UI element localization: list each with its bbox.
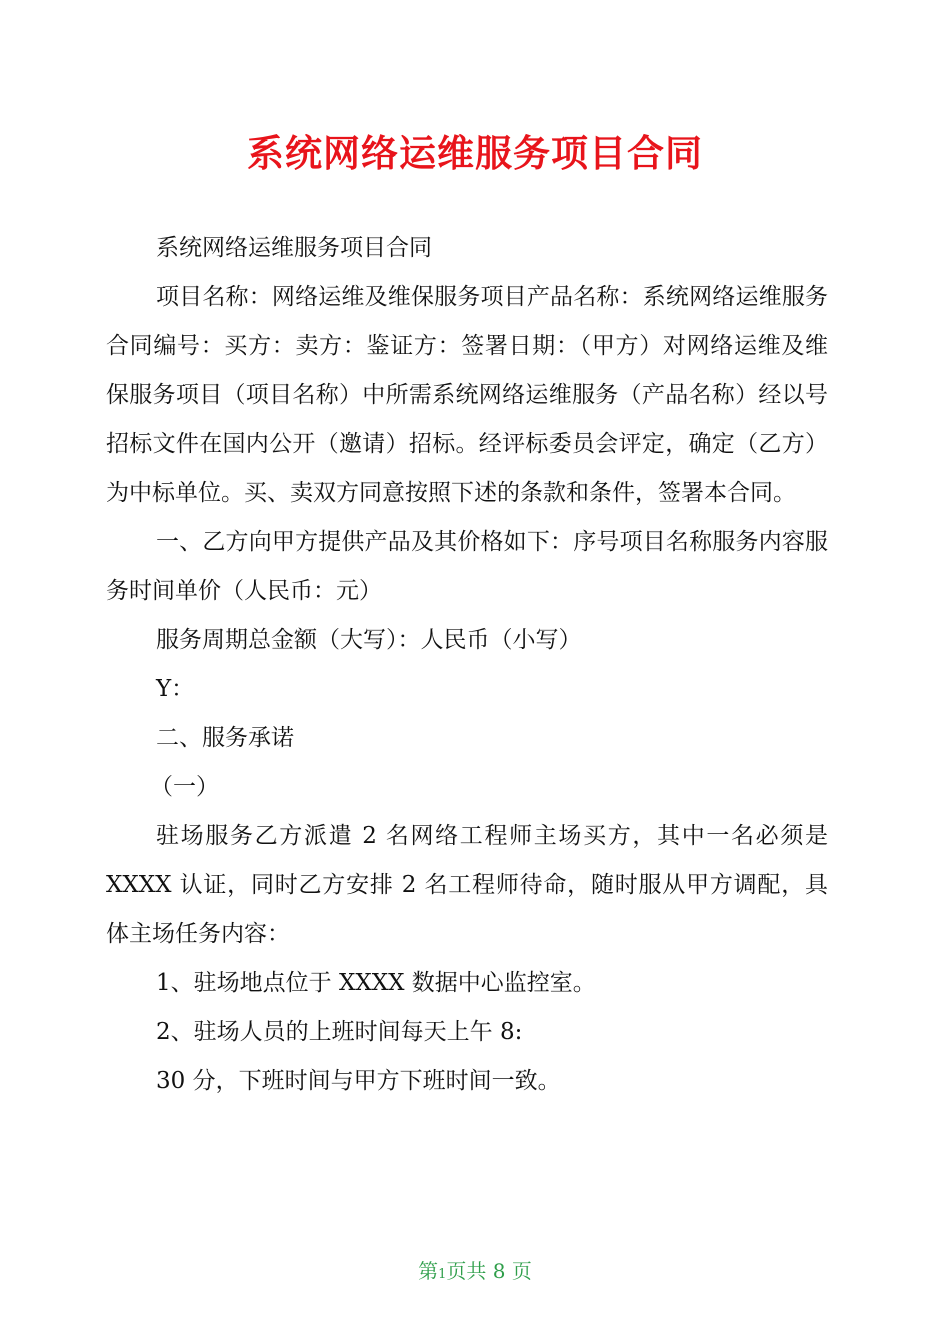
paragraph-subsection-one: （一） xyxy=(150,774,219,800)
footer-page-number: 1 xyxy=(438,1267,447,1282)
document-title: 系统网络运维服务项目合同 xyxy=(247,131,703,175)
footer-suffix: 页共 8 页 xyxy=(446,1259,532,1283)
paragraph-item-2-cont: 30 分，下班时间与甲方下班时间一致。 xyxy=(156,1068,561,1094)
paragraph-item-2: 2、驻场人员的上班时间每天上午 8: xyxy=(156,1019,523,1045)
page-footer xyxy=(0,1257,950,1289)
paragraph-total-amount: 服务周期总金额（大写）：人民币（小写） xyxy=(156,627,582,653)
paragraph-section-one: 一、乙方向甲方提供产品及其价格如下：序号项目名称服务内容服务时间单价（人民币：元） xyxy=(106,529,828,604)
paragraph-section-two: 二、服务承诺 xyxy=(156,725,294,751)
paragraph-heading: 系统网络运维服务项目合同 xyxy=(156,235,432,261)
paragraph-project-info: 项目名称：网络运维及维保服务项目产品名称：系统网络运维服务合同编号：买方：卖方：鉴证方：签署日期：（甲方）对网络运维及维保服务项目（项目名称）中所需系统网络运维服务（产品名称）经以号招标文件在国内公开（邀请）招标。经评标委员会评定，确定（乙方）为中标单位。买、卖双方同意按照下述的条款和条件，签署本合同。 xyxy=(106,284,828,506)
paragraph-onsite-service: 驻场服务乙方派遣 2 名网络工程师主场买方，其中一名必须是 XXXX 认证，同时乙方安排 2 名工程师待命，随时服从甲方调配，具体主场任务内容： xyxy=(106,823,828,947)
paragraph-currency: Y： xyxy=(156,676,195,702)
document-body xyxy=(106,224,828,1106)
paragraph-item-1: 1、驻场地点位于 XXXX 数据中心监控室。 xyxy=(156,970,596,996)
footer-prefix: 第 xyxy=(418,1259,439,1283)
